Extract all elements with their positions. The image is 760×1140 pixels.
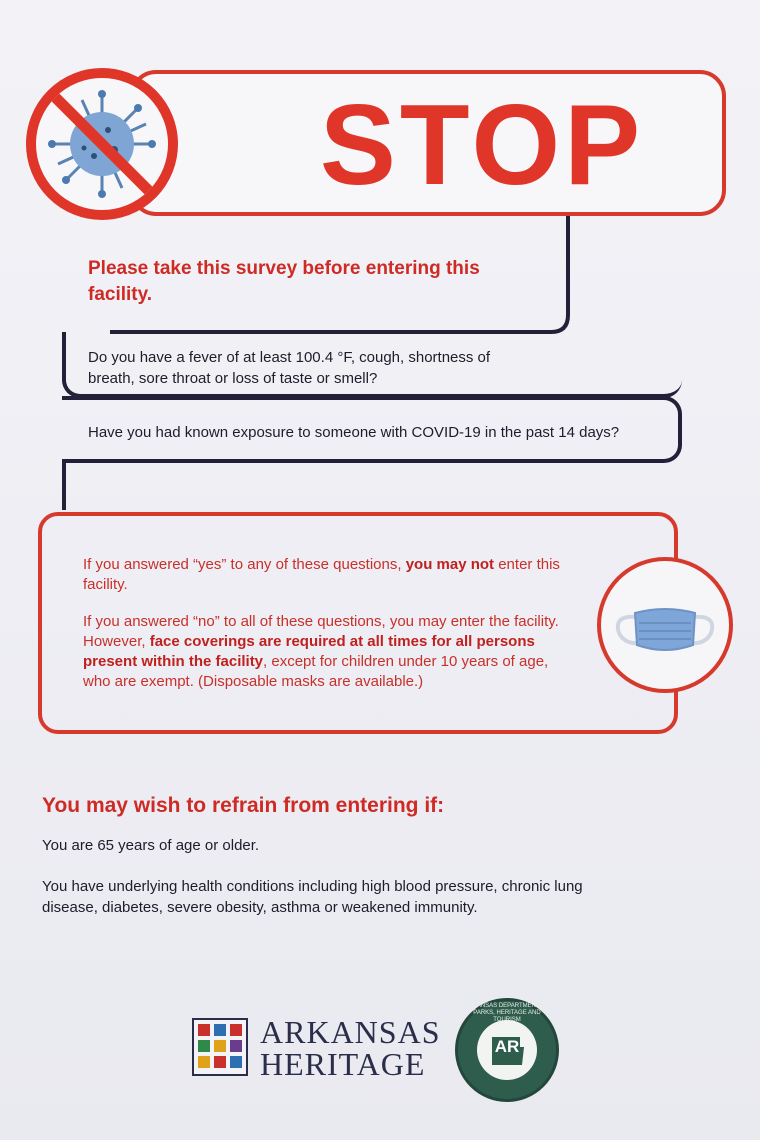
answer-no [83,612,578,692]
logo-line-heritage: HERITAGE [260,1046,426,1082]
logo-line-arkansas: ARKANSAS [260,1014,441,1050]
seal-initials: AR [494,1037,520,1056]
refrain-item-age: You are 65 years of age or older. [42,837,260,854]
answer-no-suffix: , except for children under 10 years of age, who are exempt. (Disposable masks are available.) [83,653,549,690]
question-1: Do you have a fever of at least 100.4 °F, cough, shortness of breath, sore throat or loss of taste or smell? [88,349,491,387]
answer-yes-suffix: enter this facility. [83,556,560,593]
department-seal-icon [455,998,559,1102]
arkansas-heritage-logo-icon [192,1018,248,1076]
survey-intro: Please take this survey before entering this facility. [88,258,480,305]
answer-yes [83,555,593,595]
answer-no-bold: face coverings are required at all times for all persons present within the facility [83,633,535,670]
answer-yes-bold: you may not [405,556,495,573]
refrain-item-conditions: You have underlying health conditions including high blood pressure, chronic lung disease, diabetes, severe obesity, asthma or weakened immunity. [42,878,583,916]
stop-title: STOP [319,82,645,209]
face-mask-icon [597,557,733,693]
refrain-title: You may wish to refrain from entering if: [42,794,445,817]
seal-ring-text: ARKANSAS DEPARTMENT OF PARKS, HERITAGE AND TOURISM [464,1003,550,1023]
question-2: Have you had known exposure to someone with COVID-19 in the past 14 days? [88,424,620,441]
no-virus-icon [26,68,178,220]
answer-yes-prefix: If you answered “yes” to any of these questions, [83,556,406,573]
answer-no-prefix: If you answered “no” to all of these questions, you may enter the facility. However, [83,613,559,650]
